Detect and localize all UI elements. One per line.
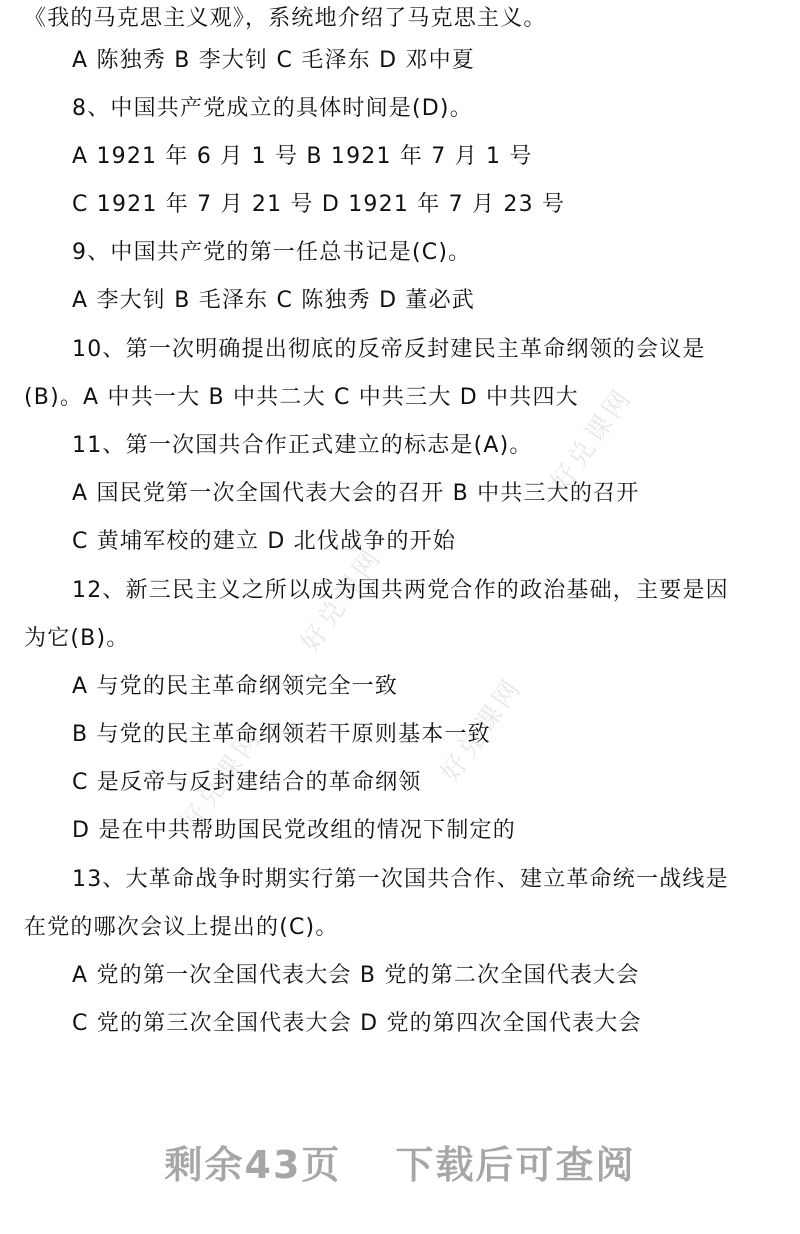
download-notice <box>0 1134 800 1189</box>
text-line: (B)。A 中共一大 B 中共二大 C 中共三大 D 中共四大 <box>24 385 579 410</box>
text-line: C 是反帝与反封建结合的革命纲领 <box>72 770 422 795</box>
text-line: A 1921 年 6 月 1 号 B 1921 年 7 月 1 号 <box>72 144 533 169</box>
question-8: 8、中国共产党成立的具体时间是(D)。 <box>72 96 473 121</box>
question-12: 12、新三民主义之所以成为国共两党合作的政治基础，主要是因 <box>72 578 729 603</box>
text-line: D 是在中共帮助国民党改组的情况下制定的 <box>72 818 516 843</box>
question-13: 13、大革命战争时期实行第一次国共合作、建立革命统一战线是 <box>72 867 729 892</box>
remaining-pages-label: 剩余43页 <box>164 1143 342 1187</box>
text-line: C 黄埔军校的建立 D 北伐战争的开始 <box>72 529 457 554</box>
text-line: 为它(B)。 <box>24 626 130 651</box>
question-11: 11、第一次国共合作正式建立的标志是(A)。 <box>72 433 533 458</box>
watermark: 好兑课网 <box>435 672 529 788</box>
watermark: 好兑课网 <box>545 382 639 498</box>
text-line: 《我的马克思主义观》，系统地介绍了马克思主义。 <box>24 6 547 31</box>
text-line: A 李大钊 B 毛泽东 C 陈独秀 D 董必武 <box>72 288 475 313</box>
question-10: 10、第一次明确提出彻底的反帝反封建民主革命纲领的会议是 <box>72 337 706 362</box>
text-line: A 国民党第一次全国代表大会的召开 B 中共三大的召开 <box>72 481 640 506</box>
text-line: C 党的第三次全国代表大会 D 党的第四次全国代表大会 <box>72 1011 642 1036</box>
text-line: C 1921 年 7 月 21 号 D 1921 年 7 月 23 号 <box>72 192 566 217</box>
question-9: 9、中国共产党的第一任总书记是(C)。 <box>72 240 472 265</box>
text-line: A 与党的民主革命纲领完全一致 <box>72 674 399 699</box>
text-line: B 与党的民主革命纲领若干原则基本一致 <box>72 722 491 747</box>
watermark: 好兑课网 <box>175 722 269 838</box>
text-line: A 陈独秀 B 李大钊 C 毛泽东 D 邓中夏 <box>72 48 475 73</box>
download-hint: 下载后可查阅 <box>395 1143 636 1187</box>
watermark: 好兑课网 <box>295 542 389 658</box>
text-line: 在党的哪次会议上提出的(C)。 <box>24 915 339 940</box>
text-line: A 党的第一次全国代表大会 B 党的第二次全国代表大会 <box>72 963 640 988</box>
